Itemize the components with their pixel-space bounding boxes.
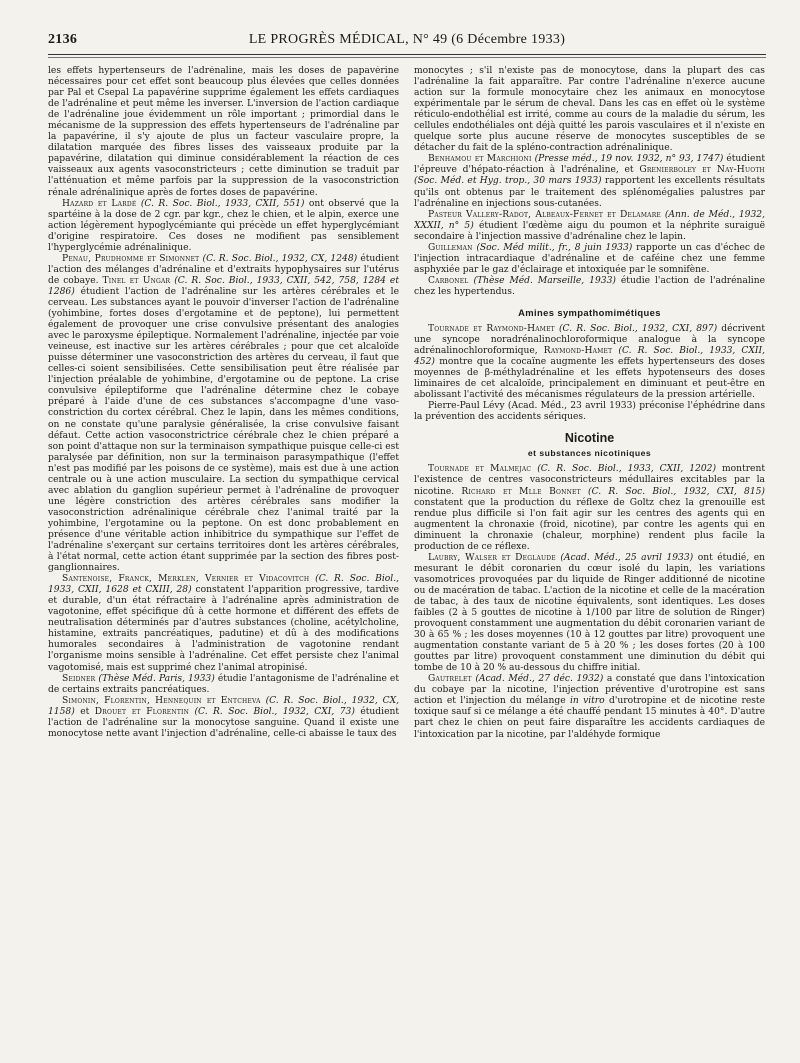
- authors: Tournade et Malmejac: [428, 464, 532, 475]
- reference: (Soc. Méd. et Hyg. trop., 30 mars 1933): [414, 176, 602, 187]
- authors: Tinel et Ungar: [102, 275, 171, 286]
- page-header: [48, 32, 766, 50]
- paragraph-text: rapporte un cas d'échec de l'injection intracardiaque d'adrénaline et de caféine chez une femme asphyxiée par le gaz d'éclairage et intoxiquée par le somnifène.: [414, 242, 765, 275]
- paragraph: [414, 276, 765, 298]
- paragraph-text: constatent l'apparition progressive, tardive et durable, d'un état réfractaire à l'adrénaline après administration de vagotonine, effet spécifique dû à cette hormone et différent des effets de neutralisation déterminés par d'autres substances (choline, acétylcholine, histamine, extraits pancréatiques, padutine) et dû à des modifications humorales secondaires à l'administration de vagotonine rendant l'organisme moins sensible à l'adrénaline. Cet effet persiste chez l'animal vagotomisé, mais est supprimé chez l'animal atropinisé.: [48, 585, 399, 673]
- header-rule-secondary: [48, 57, 766, 58]
- paragraph-text: d'urotropine et de nicotine reste toxique sauf si ce mélange a été chauffé pendant 15 minutes à 40°. D'autre part chez le chien on peut faire disparaître les accidents cardiaques de l'intoxication par la nicotine, par l'aldéhyde formique: [414, 696, 765, 740]
- authors: Richard et Mlle Bonnet: [461, 486, 581, 497]
- section-heading: Amines sympathomimétiques: [518, 306, 661, 318]
- authors: Simonin, Florentin, Hennequin et Entcheva: [62, 695, 261, 706]
- paragraph: [414, 401, 765, 423]
- paragraph-text: montre que la cocaïne augmente les effets hypertenseurs des doses moyennes de β-méthyladrénaline et les effets hypotenseurs des doses liminaires de cet alcaloïde, principalement en diminuant et peut-être en abolissant l'activité des mécanismes régulateurs de la pression artérielle.: [414, 357, 765, 401]
- reference: (C. R. Soc. Biol., 1933, CXII, 542, 758, 1284 et 1286): [48, 275, 399, 297]
- paragraph-text: ont observé que la spartéine à la dose de 2 cgr. par kgr., chez le chien, et le alpin, exerce une action légèrement hypoglycémiante qui précède un effet hyperglycémiant d'origine respiratoire. Ces doses ne modifient pas sensiblement l'hyperglycémie adrénalinique.: [48, 198, 399, 253]
- paragraph: [414, 553, 765, 675]
- paragraph: [48, 574, 399, 673]
- authors: Guilleman: [428, 242, 473, 253]
- authors: Hazard et Lardé: [62, 198, 137, 209]
- paragraph-text: ont étudié, en mesurant le débit coronarien du cœur isolé du lapin, les variations vasomotrices provoquées par du liquide de Ringer additionné de nicotine ou de macération de tabac. L'action de la nicotine et celle de la macération de tabac, à des taux de nicotine équivalents, sont identiques. Les doses faibles (2 à 5 gouttes de nicotine à 1/100 par litre de solution de Ringer) provoquent constamment une augmentation du débit coronarien variant de 30 à 65 % ; les doses moyennes (10 à 12 gouttes par litre) provoquent une augmentation constante variant de 5 à 20 % ; les doses fortes (20 à 100 gouttes par litre) provoquent constamment une diminution du débit qui tombe de 10 à 20 % au-dessous du chiffre initial.: [414, 552, 765, 674]
- paragraph-text: monocytes ; s'il n'existe pas de monocytose, dans la plupart des cas l'adrénaline la fait apparaître. Par contre l'adrénaline n'exerce aucune action sur la formule monocytaire chez les animaux en monocytose expérimentale par le sérum de cheval. Dans les cas en effet où le système réticulo-endothélial est irrité, comme au cours de la maladie du sérum, les cellules endothéliales ont déjà quitté les parois vasculaires et il n'existe en quelque sorte plus aucune réserve de monocytes susceptibles de se détacher du fait de la spléno-contraction adrénalinique.: [414, 66, 765, 154]
- reference: (C. R. Soc. Biol., 1933, CXII, 1202): [537, 464, 717, 475]
- paragraph: [414, 154, 765, 209]
- page-number: 2136: [48, 32, 78, 47]
- reference: (C. R. Soc. Biol., 1932, CXI, 815): [588, 486, 765, 497]
- reference: (Presse méd., 19 nov. 1932, n° 93, 1747): [534, 154, 724, 165]
- reference: (C. R. Soc. Biol., 1932, CXI, 897): [559, 323, 718, 334]
- left-column: [48, 66, 399, 1051]
- paragraph-text: étudient l'action de l'adrénaline sur les artères cérébrales et le cerveau. Les substances ayant le pouvoir d'inverser l'action de l'adrénaline (yohimbine, fortes doses d'ergotamine et de peptone), lui permettent également de provoquer une crise convulsive présentant des analogies avec le paroxysme épileptique. Normalement l'adrénaline, injectée par voie veineuse, est inactive sur les artères cérébrales ; pour que cet alcaloïde puisse déterminer une vasoconstriction des artères du cerveau, il faut que celles-ci soient sensibilisées. Cette sensibilisation peut être réalisée par l'injection préalable de yohimbine, d'ergotamine ou de peptone. La crise convulsive épileptiforme que l'adrénaline détermine chez le cobaye préparé à l'aide d'une de ces substances s'accompagne d'une vaso-constriction du cortex cérébral. Chez le lapin, dans les mêmes conditions, on ne constate qu'une paralysie généralisée, la crise convulsive faisant défaut. Cette action vasoconstrictrice cérébrale chez le chien préparé a son point d'attaque non sur la terminaison sympathique puisque celle-ci est paralysée par définition, non sur la terminaison parasympathique (l'effet n'est pas modifié par les poisons de ce système), mais est due à une action centrale ou à une action musculaire. La section du sympathique cervical avec ablation du ganglion supérieur permet à l'adrénaline de provoquer une légère constriction des artères cérébrales sans modifier la vasoconstriction adrénalinique cérébrale chez l'animal traité par la yohimbine, l'ergotamine ou la peptone. On est donc probablement en présence d'une véritable action inhibitrice du sympathique sur l'effet de l'adrénaline s'exerçant sur certains territoires dont les artères cérébrales, à l'état normal, cette action étant supprimée par la section des fibres post-ganglionnaires.: [48, 286, 399, 574]
- reference: (C. R. Soc. Biol., 1932, CXI, 73): [194, 706, 355, 717]
- reference: (Thèse Méd. Marseille, 1933): [473, 275, 616, 286]
- paragraph-text: étudient l'action de l'adrénaline sur la monocytose sanguine. Quand il existe une monocytose nette avant l'injection d'adrénaline, celle-ci abaisse le taux des: [48, 706, 399, 739]
- paragraph-text: montrent l'existence de centres vasoconstricteurs médullaires excitables par la nicotine.: [414, 464, 765, 497]
- authors: Laubry, Walser et Deglaude: [428, 552, 556, 563]
- paragraph-text: étudient l'épreuve d'hépato-réaction à l'adrénaline, et: [414, 154, 765, 176]
- authors: Grenierboley et Nay-Huoth: [639, 165, 765, 176]
- running-head: LE PROGRÈS MÉDICAL, N° 49 (6 Décembre 1933): [248, 32, 566, 47]
- paragraph-text: décrivent une syncope noradrénalinochloroformique analogue à la syncope adrénalinochloroformique,: [414, 323, 765, 357]
- reference: (Soc. Méd milit., fr., 8 juin 1933): [476, 242, 633, 253]
- paragraph: [48, 66, 399, 199]
- authors: Benhamou et Marchioni: [428, 154, 532, 165]
- reference: (C. R. Soc. Biol., 1933, CXII, 452): [414, 346, 765, 368]
- paragraph: [48, 674, 399, 696]
- section-subtitle: et substances nicotiniques: [527, 448, 652, 459]
- text-columns: [48, 66, 766, 1051]
- reference: (C. R. Soc. Biol., 1933, CXII, 551): [140, 198, 305, 209]
- reference: (Acad. Méd., 25 avril 1933): [560, 552, 694, 563]
- paragraph-text: rapportent les excellents résultats qu'ils ont obtenus par le traitement des splénomégalies palustres par l'adrénaline en injections sous-cutanées.: [414, 176, 765, 209]
- paragraph: [414, 243, 765, 276]
- paragraph: [414, 210, 765, 243]
- paragraph: [48, 254, 399, 574]
- section-title-nicotine: Nicotine: [564, 431, 615, 446]
- authors: Gautrelet: [428, 674, 472, 685]
- right-column: [414, 66, 765, 1051]
- paragraph: [414, 324, 765, 401]
- authors: Drouet et Florentin: [94, 706, 190, 717]
- paragraph: [48, 696, 399, 740]
- paragraph-text: étudie l'antagonisme de l'adrénaline et de certains extraits pancréatiques.: [48, 673, 399, 695]
- paragraph-text: a constaté que dans l'intoxication du cobaye par la nicotine, l'injection préventive d'urotropine est sans action et l'injection du mélange: [414, 674, 765, 707]
- authors: Carbonel: [428, 275, 469, 286]
- paragraph-text: étudient l'œdème aigu du poumon et la néphrite suraiguë secondaire à l'injection massive d'adrénaline chez le lapin.: [414, 220, 765, 242]
- paragraph-text: constatent que la production du réflexe de Goltz chez la grenouille est rendue plus difficile si l'on fait agir sur les centres des agents qui en augmentent la chronaxie (froid, nicotine), par contre les agents qui en diminuent la chronaxie (chaleur, morphine) rendent plus facile la production de ce réflexe.: [414, 497, 765, 552]
- authors: Seidner: [62, 673, 96, 684]
- authors: Santenoise, Franck, Merklen, Vernier et Vidacovitch: [62, 574, 310, 585]
- paragraph-text: étudie l'action de l'adrénaline chez les hypertendus.: [414, 275, 765, 297]
- reference: (Ann. de Méd., 1932, XXXII, n° 5): [414, 209, 765, 231]
- paragraph-text: étudient l'action des mélanges d'adrénaline et d'extraits hypophysaires sur l'utérus de cobaye.: [48, 253, 399, 286]
- reference: (C. R. Soc. Biol., 1932, CX, 1158): [48, 695, 399, 717]
- paragraph-text: les effets hypertenseurs de l'adrénaline, mais les doses de papavérine nécessaires pour cet effet sont beaucoup plus élevées que celles données par Pal et Csepal La papavérine supprime également les effets cardiaques de l'adrénaline et peut même les inverser. L'inversion de l'action cardiaque de l'adrénaline joue évidemment un rôle important ; primordial dans le mécanisme de la suppression des effets hypertenseurs de l'adrénaline par la papavérine, il s'y ajoute de plus un facteur vasculaire propre, la dilatation marquée des fibres lisses des vaisseaux produite par la papavérine, dilatation qui diminue considérablement la réaction de ces vaisseaux aux agents vasoconstricteurs ; cette diminution se traduit par l'atténuation et même parfois par la suppression de la vasoconstriction rénale adrénalinique après de fortes doses de papavérine.: [48, 66, 399, 198]
- paragraph-text: et: [80, 706, 90, 717]
- paragraph: [414, 464, 765, 552]
- reference: (Acad. Méd., 27 déc. 1932): [475, 674, 604, 685]
- header-rule: [48, 54, 766, 55]
- reference: (Thèse Méd. Paris, 1933): [98, 673, 215, 684]
- paragraph: [414, 66, 765, 154]
- authors: Penau, Prudhomme et Simonnet: [62, 253, 200, 264]
- paragraph-text: Pierre-Paul Lévy (Acad. Méd., 23 avril 1933) préconise l'éphédrine dans la prévention des accidents sériques.: [414, 401, 765, 423]
- authors: Raymond-Hamet: [543, 346, 613, 357]
- authors: Tournade et Raymond-Hamet: [428, 323, 555, 334]
- reference: (C. R. Soc. Biol., 1933, CXII, 1628 et CXIII, 28): [48, 574, 399, 596]
- paragraph: [48, 199, 399, 254]
- reference: (C. R. Soc. Biol., 1932, CX, 1248): [202, 253, 358, 264]
- authors: Pasteur Vallery-Radot, Albeaux-Fernet et Delamare: [428, 209, 661, 220]
- paragraph: [414, 674, 765, 740]
- italic-term: in vitro: [569, 696, 605, 707]
